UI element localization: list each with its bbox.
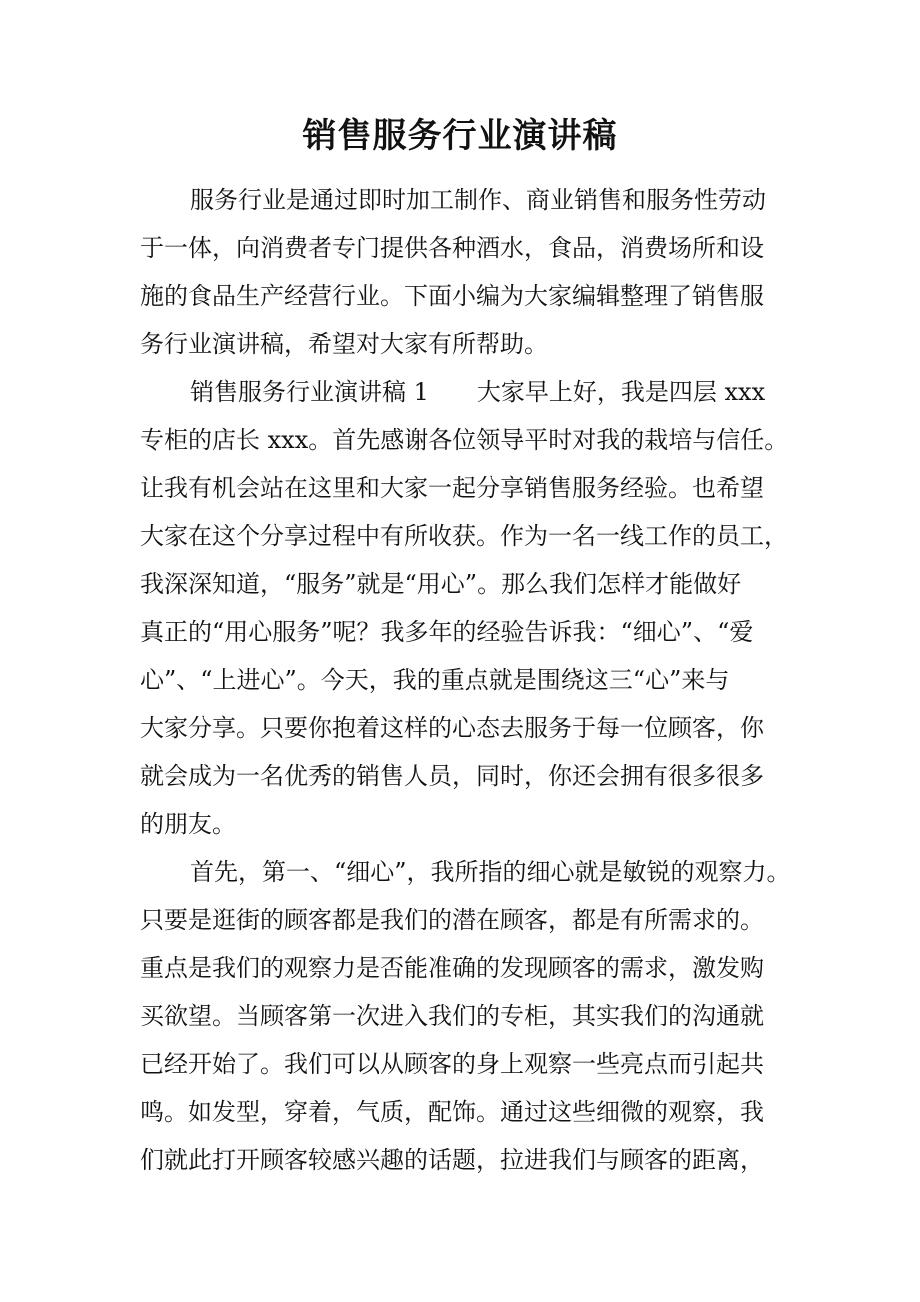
text-line: 于一体，向消费者专门提供各种酒水，食品，消费场所和设 bbox=[140, 234, 764, 262]
text-line: 专柜的店长 xxx。首先感谢各位领导平时对我的栽培与信任。 bbox=[140, 426, 789, 454]
text-line: 务行业演讲稿，希望对大家有所帮助。 bbox=[140, 330, 548, 358]
paragraph-speech-opening bbox=[140, 368, 800, 848]
text-line: 服务行业是通过即时加工制作、商业销售和服务性劳动 bbox=[190, 186, 766, 214]
text-line: 鸣。如发型，穿着，气质，配饰。通过这些细微的观察，我 bbox=[140, 1098, 764, 1126]
text-line: 心”、“上进心”。今天，我的重点就是围绕这三“心”来与 bbox=[140, 666, 730, 694]
text-line: 的朋友。 bbox=[140, 810, 236, 838]
text-line: 首先，第一、“细心”，我所指的细心就是敏锐的观察力。 bbox=[190, 858, 791, 886]
paragraph-intro bbox=[140, 176, 800, 368]
text-line: 让我有机会站在这里和大家一起分享销售服务经验。也希望 bbox=[140, 474, 764, 502]
paragraph-first-point bbox=[140, 848, 800, 1184]
text-line: 们就此打开顾客较感兴趣的话题，拉进我们与顾客的距离， bbox=[140, 1146, 764, 1174]
text-line: 大家分享。只要你抱着这样的心态去服务于每一位顾客，你 bbox=[140, 714, 764, 742]
text-line: 已经开始了。我们可以从顾客的身上观察一些亮点而引起共 bbox=[140, 1050, 764, 1078]
text-line: 就会成为一名优秀的销售人员，同时，你还会拥有很多很多 bbox=[140, 762, 764, 790]
text-line: 真正的“用心服务”呢？我多年的经验告诉我：“细心”、“爱 bbox=[140, 618, 754, 646]
text-line: 大家在这个分享过程中有所收获。作为一名一线工作的员工， bbox=[140, 522, 788, 550]
text-line: 我深深知道，“服务”就是“用心”。那么我们怎样才能做好 bbox=[140, 570, 742, 598]
text-line: 只要是逛街的顾客都是我们的潜在顾客，都是有所需求的。 bbox=[140, 906, 764, 934]
text-line: 施的食品生产经营行业。下面小编为大家编辑整理了销售服 bbox=[140, 282, 764, 310]
text-line: 买欲望。当顾客第一次进入我们的专柜，其实我们的沟通就 bbox=[140, 1002, 764, 1030]
document-body bbox=[140, 176, 800, 1184]
document-title: 销售服务行业演讲稿 bbox=[302, 116, 618, 156]
text-line: 重点是我们的观察力是否能准确的发现顾客的需求，激发购 bbox=[140, 954, 764, 982]
text-line: 销售服务行业演讲稿 1 大家早上好，我是四层 xxx bbox=[190, 378, 766, 406]
